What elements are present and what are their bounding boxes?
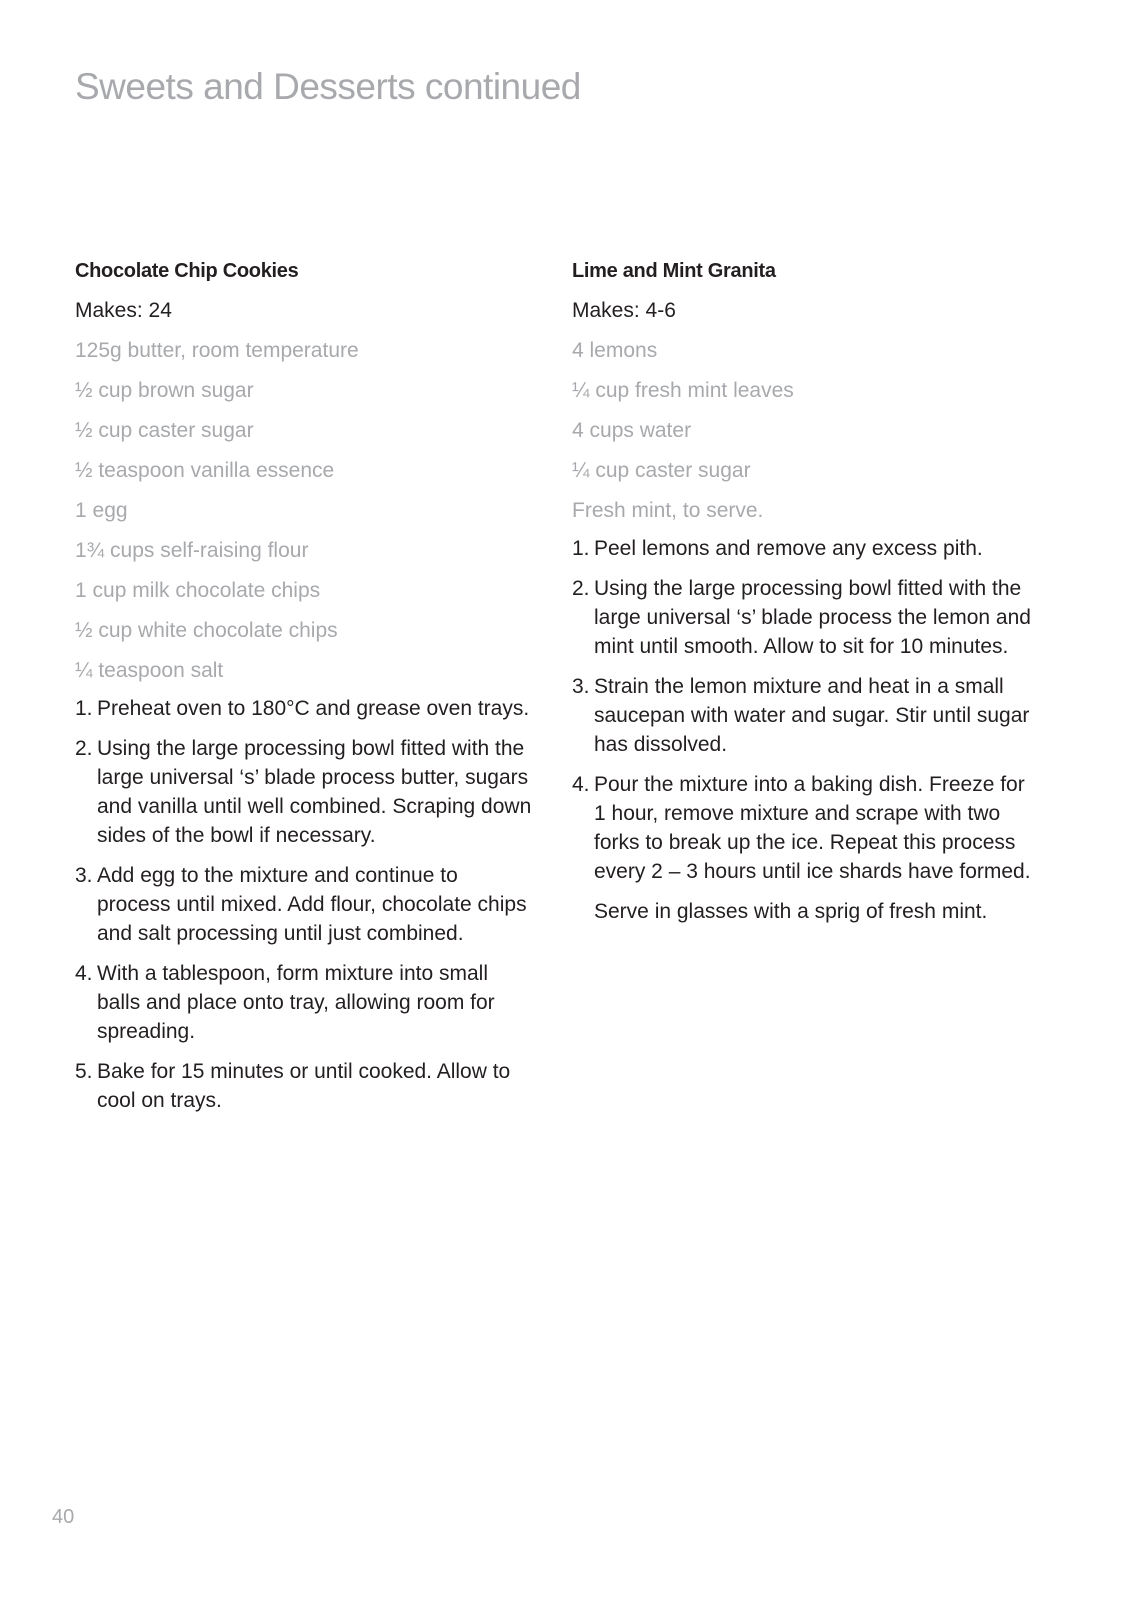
step-text: Bake for 15 minutes or until cooked. Allow to cool on trays. bbox=[97, 1060, 511, 1112]
method-step bbox=[572, 534, 1032, 563]
ingredient-item: ½ cup caster sugar bbox=[75, 419, 254, 442]
ingredient-item: ½ cup white chocolate chips bbox=[75, 619, 338, 642]
recipe-chocolate-chip-cookies bbox=[75, 254, 535, 1126]
method-step bbox=[75, 861, 535, 948]
ingredient-list bbox=[572, 334, 1032, 534]
recipe-title: Chocolate Chip Cookies bbox=[75, 260, 299, 282]
method-step bbox=[572, 574, 1032, 661]
method-steps bbox=[75, 694, 535, 1115]
step-text: With a tablespoon, form mixture into small balls and place onto tray, allowing room for spreading. bbox=[97, 962, 495, 1043]
ingredient-item: ½ cup brown sugar bbox=[75, 379, 254, 402]
method-step bbox=[75, 694, 535, 723]
ingredient-item: 1 cup milk chocolate chips bbox=[75, 579, 321, 602]
step-text: Preheat oven to 180°C and grease oven trays. bbox=[97, 697, 530, 720]
ingredient-item: ¼ cup caster sugar bbox=[572, 459, 751, 482]
page-title: Sweets and Desserts continued bbox=[75, 66, 581, 107]
ingredient-item: 4 lemons bbox=[572, 339, 658, 362]
ingredient-item: 4 cups water bbox=[572, 419, 692, 442]
method-steps bbox=[572, 534, 1032, 886]
step-text: Pour the mixture into a baking dish. Freeze for 1 hour, remove mixture and scrape with two forks to break up the ice. Repeat this process every 2 – 3 hours until ice shards have formed. bbox=[594, 773, 1031, 883]
step-number: 3. bbox=[572, 675, 590, 698]
ingredient-item: 1 egg bbox=[75, 499, 128, 522]
step-number: 1. bbox=[572, 537, 590, 560]
step-text: Using the large processing bowl fitted with the large universal ‘s’ blade process butter, sugars and vanilla until well combined. Scraping down sides of the bowl if necessary. bbox=[97, 737, 532, 847]
ingredient-item: Fresh mint, to serve. bbox=[572, 499, 764, 522]
step-number: 5. bbox=[75, 1060, 93, 1083]
ingredient-list bbox=[75, 334, 535, 694]
step-number: 4. bbox=[75, 962, 93, 985]
ingredient-item: ¼ teaspoon salt bbox=[75, 659, 224, 682]
ingredient-item: ½ teaspoon vanilla essence bbox=[75, 459, 335, 482]
step-number: 4. bbox=[572, 773, 590, 796]
ingredient-item: 125g butter, room temperature bbox=[75, 339, 359, 362]
ingredient-item: 1¾ cups self-raising flour bbox=[75, 539, 309, 562]
recipe-yield: Makes: 24 bbox=[75, 299, 172, 322]
step-text: Strain the lemon mixture and heat in a small saucepan with water and sugar. Stir until sugar has dissolved. bbox=[594, 675, 1030, 756]
page-number: 40 bbox=[52, 1506, 75, 1528]
step-number: 2. bbox=[75, 737, 93, 760]
step-number: 3. bbox=[75, 864, 93, 887]
step-text: Using the large processing bowl fitted with the large universal ‘s’ blade process the lemon and mint until smooth. Allow to sit for 10 minutes. bbox=[594, 577, 1031, 658]
method-step bbox=[75, 959, 535, 1046]
recipe-yield: Makes: 4-6 bbox=[572, 299, 676, 322]
method-step bbox=[572, 770, 1032, 886]
recipe-lime-mint-granita bbox=[572, 254, 1032, 926]
serving-note: Serve in glasses with a sprig of fresh mint. bbox=[594, 900, 988, 923]
step-number: 2. bbox=[572, 577, 590, 600]
ingredient-item: ¼ cup fresh mint leaves bbox=[572, 379, 794, 402]
step-number: 1. bbox=[75, 697, 93, 720]
method-step bbox=[572, 672, 1032, 759]
recipe-title: Lime and Mint Granita bbox=[572, 260, 776, 282]
method-step bbox=[75, 734, 535, 850]
step-text: Peel lemons and remove any excess pith. bbox=[594, 537, 983, 560]
step-text: Add egg to the mixture and continue to process until mixed. Add flour, chocolate chips and salt processing until just combined. bbox=[97, 864, 527, 945]
method-step bbox=[75, 1057, 535, 1115]
